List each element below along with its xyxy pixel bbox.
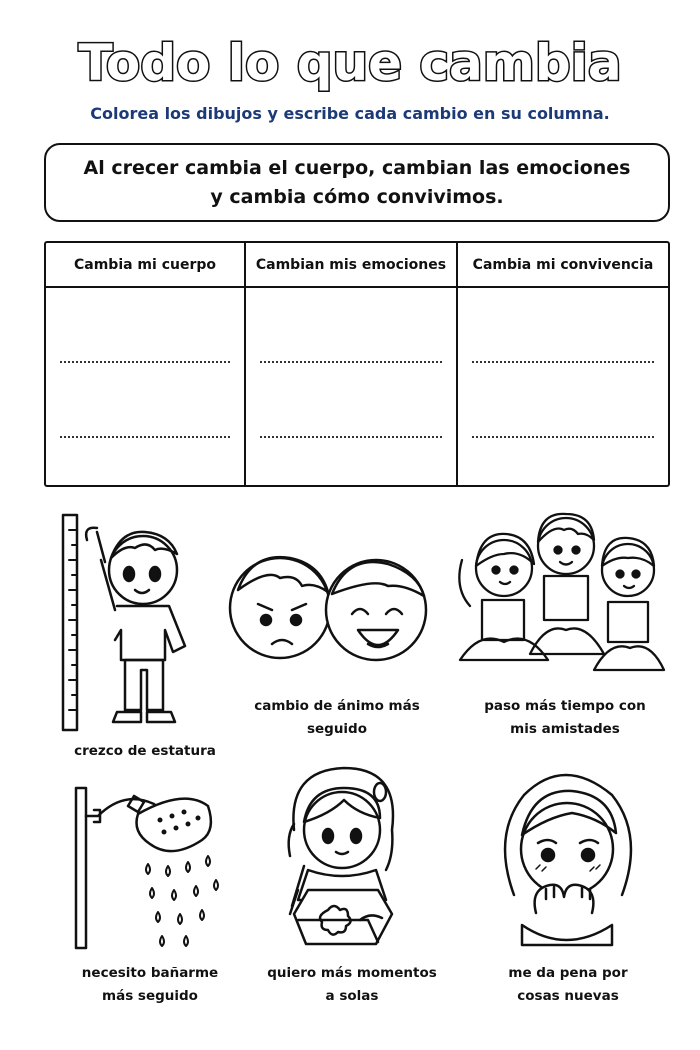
caption-shy: me da pena por cosas nuevas [508, 965, 628, 1004]
writing-line[interactable] [472, 436, 654, 438]
write-area[interactable] [46, 288, 244, 485]
column-header: Cambia mi cuerpo [46, 243, 244, 288]
writing-line[interactable] [260, 436, 442, 438]
friends-icon[interactable] [456, 510, 668, 685]
column-emotion-changes [246, 243, 458, 485]
column-header: Cambia mi convivencia [458, 243, 668, 288]
child-height-icon[interactable] [55, 510, 215, 735]
caption-alone: quiero más momentos a solas [267, 965, 437, 1004]
statement-box: Al crecer cambia el cuerpo, cambian las emociones y cambia cómo convivimos. [44, 143, 670, 222]
column-header: Cambian mis emociones [246, 243, 456, 288]
title-text: Todo lo que cambia [78, 34, 622, 92]
writing-line[interactable] [260, 361, 442, 363]
shy-girl-icon[interactable] [492, 765, 642, 950]
caption-shower: necesito bañarme más seguido [81, 965, 219, 1004]
write-area[interactable] [246, 288, 456, 485]
writing-line[interactable] [472, 361, 654, 363]
caption-friends: paso más tiempo con mis amistades [484, 698, 646, 737]
shower-icon[interactable] [68, 780, 228, 955]
girl-writing-icon[interactable] [268, 760, 418, 955]
changes-table [44, 241, 670, 487]
page-title [0, 22, 700, 102]
caption-height: crezco de estatura [74, 743, 216, 759]
subtitle: Colorea los dibujos y escribe cada cambio en su columna. [90, 104, 610, 123]
writing-line[interactable] [60, 361, 230, 363]
mood-faces-icon[interactable] [228, 548, 428, 673]
column-body-changes [46, 243, 246, 485]
column-social-changes [458, 243, 668, 485]
caption-mood: cambio de ánimo más seguido [254, 698, 420, 737]
write-area[interactable] [458, 288, 668, 485]
writing-line[interactable] [60, 436, 230, 438]
